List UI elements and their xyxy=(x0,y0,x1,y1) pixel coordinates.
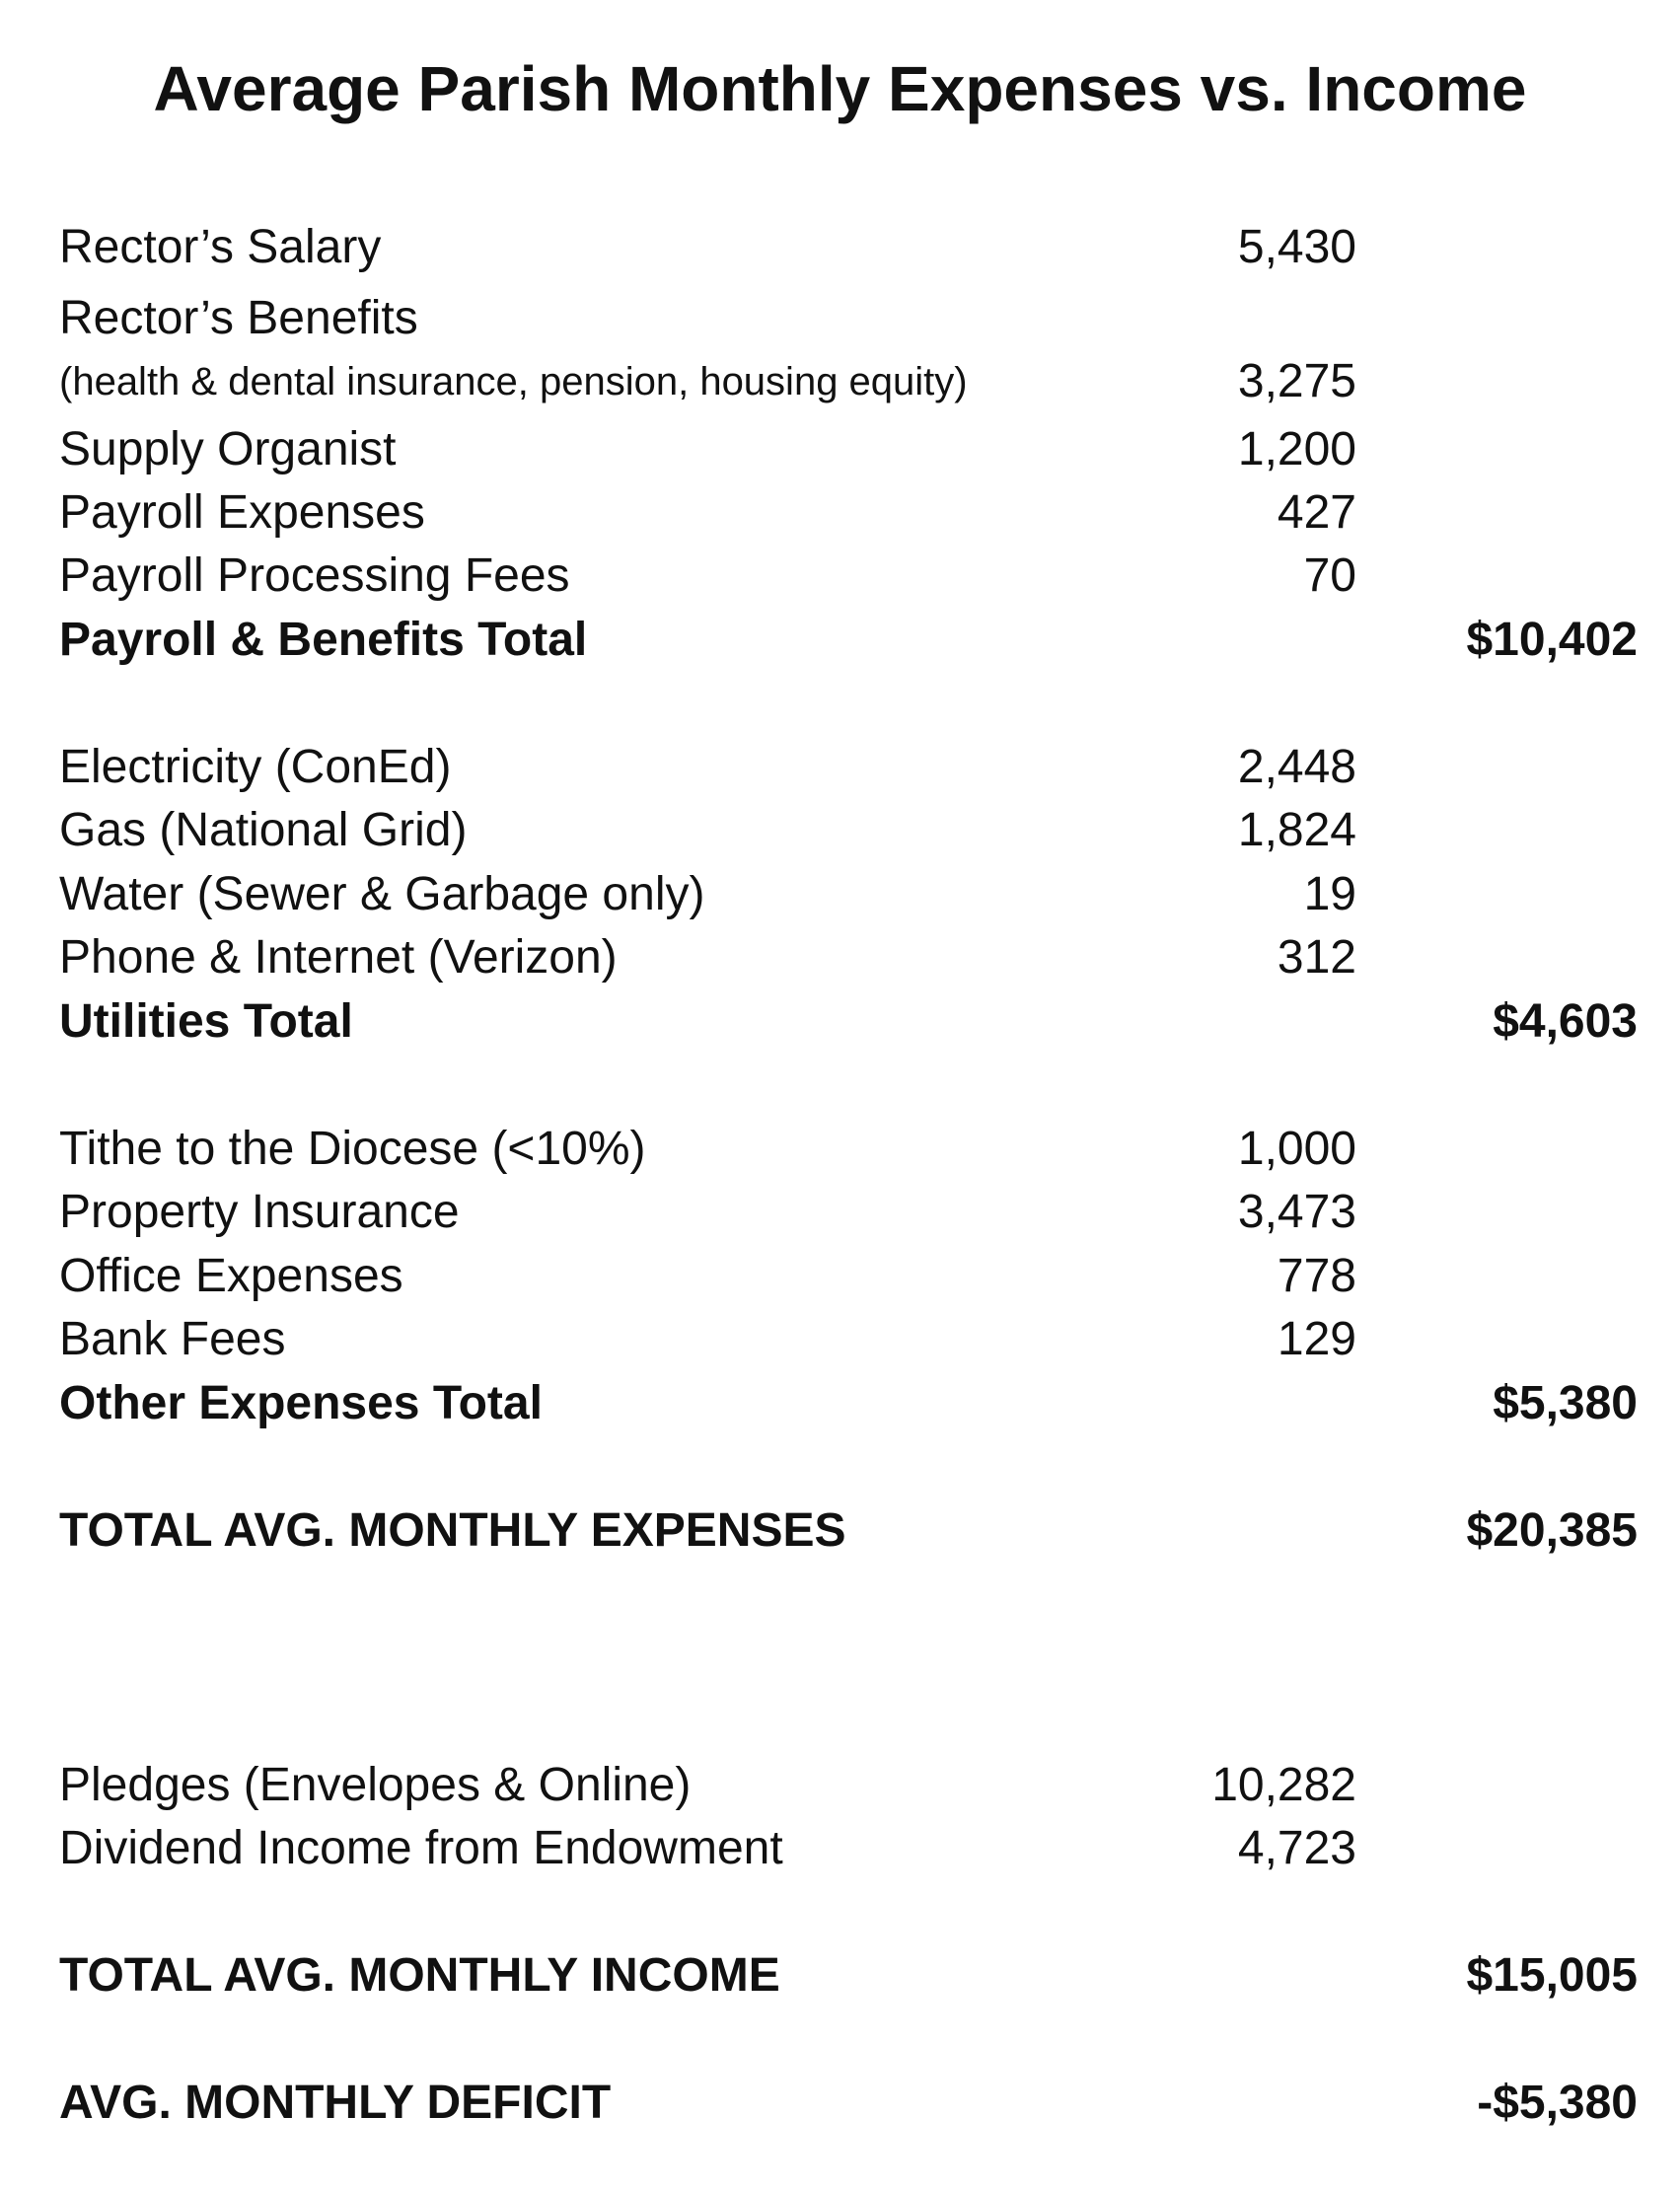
expense-row-benefits-detail xyxy=(59,352,1638,411)
line-item-amount: 10,282 xyxy=(1211,1759,1356,1811)
line-item-amount: 778 xyxy=(1277,1250,1356,1302)
line-item-label: Bank Fees xyxy=(59,1313,286,1365)
section-total-label: Payroll & Benefits Total xyxy=(59,614,588,666)
expense-row-water xyxy=(59,865,1638,924)
line-item-label: Rector’s Salary xyxy=(59,221,382,273)
expense-row-rectors-benefits xyxy=(59,289,1638,348)
total-income-row xyxy=(59,1946,1638,2006)
line-item-amount: 5,430 xyxy=(1237,221,1356,273)
payroll-total-row xyxy=(59,611,1638,670)
grand-total-label: TOTAL AVG. MONTHLY EXPENSES xyxy=(59,1504,846,1557)
income-row-dividend xyxy=(59,1819,1638,1878)
total-expenses-row xyxy=(59,1501,1638,1561)
expense-row-office-expenses xyxy=(59,1247,1638,1306)
section-total-value: $10,402 xyxy=(1466,614,1638,666)
expense-row-tithe xyxy=(59,1120,1638,1179)
line-item-amount: 3,473 xyxy=(1237,1186,1356,1238)
line-item-label: Payroll Expenses xyxy=(59,486,425,539)
expense-row-payroll-expenses xyxy=(59,483,1638,543)
line-item-amount: 4,723 xyxy=(1237,1822,1356,1874)
line-item-amount: 312 xyxy=(1277,931,1356,984)
grand-total-label: TOTAL AVG. MONTHLY INCOME xyxy=(59,1949,780,2002)
utilities-total-row xyxy=(59,992,1638,1052)
expense-row-bank-fees xyxy=(59,1310,1638,1369)
deficit-value: -$5,380 xyxy=(1477,2077,1638,2129)
line-item-label: Supply Organist xyxy=(59,423,397,475)
section-total-value: $4,603 xyxy=(1493,995,1638,1048)
line-item-amount: 427 xyxy=(1277,486,1356,539)
grand-total-value: $15,005 xyxy=(1466,1949,1638,2002)
expense-row-phone-internet xyxy=(59,928,1638,987)
line-item-amount: 19 xyxy=(1303,868,1356,920)
line-item-label: Pledges (Envelopes & Online) xyxy=(59,1759,692,1811)
grand-total-value: $20,385 xyxy=(1466,1504,1638,1557)
line-item-label: Tithe to the Diocese (<10%) xyxy=(59,1123,646,1175)
line-item-label: Dividend Income from Endowment xyxy=(59,1822,783,1874)
line-item-label: (health & dental insurance, pension, housing equity) xyxy=(59,360,968,403)
document-title: Average Parish Monthly Expenses vs. Income xyxy=(153,53,1527,124)
line-item-amount: 129 xyxy=(1277,1313,1356,1365)
line-item-amount: 3,275 xyxy=(1237,355,1356,407)
line-item-amount: 70 xyxy=(1303,549,1356,602)
line-item-label: Phone & Internet (Verizon) xyxy=(59,931,618,984)
deficit-row xyxy=(59,2074,1638,2133)
line-item-label: Electricity (ConEd) xyxy=(59,741,452,793)
section-total-label: Other Expenses Total xyxy=(59,1377,543,1429)
expense-row-rectors-salary xyxy=(59,218,1638,277)
deficit-label: AVG. MONTHLY DEFICIT xyxy=(59,2077,612,2129)
line-item-label: Office Expenses xyxy=(59,1250,403,1302)
line-item-amount: 2,448 xyxy=(1237,741,1356,793)
section-total-value: $5,380 xyxy=(1493,1377,1638,1429)
line-item-amount: 1,824 xyxy=(1237,804,1356,856)
section-total-label: Utilities Total xyxy=(59,995,353,1048)
other-expenses-total-row xyxy=(59,1374,1638,1433)
expense-row-supply-organist xyxy=(59,420,1638,479)
expense-row-property-insurance xyxy=(59,1183,1638,1242)
line-item-amount: 1,200 xyxy=(1237,423,1356,475)
line-item-amount: 1,000 xyxy=(1237,1123,1356,1175)
expense-row-gas xyxy=(59,801,1638,860)
line-item-label: Water (Sewer & Garbage only) xyxy=(59,868,705,920)
expense-row-electricity xyxy=(59,738,1638,797)
line-item-label: Gas (National Grid) xyxy=(59,804,468,856)
line-item-label: Payroll Processing Fees xyxy=(59,549,570,602)
line-item-label: Property Insurance xyxy=(59,1186,460,1238)
line-item-label: Rector’s Benefits xyxy=(59,292,418,344)
income-row-pledges xyxy=(59,1756,1638,1815)
expense-row-payroll-processing-fees xyxy=(59,547,1638,606)
